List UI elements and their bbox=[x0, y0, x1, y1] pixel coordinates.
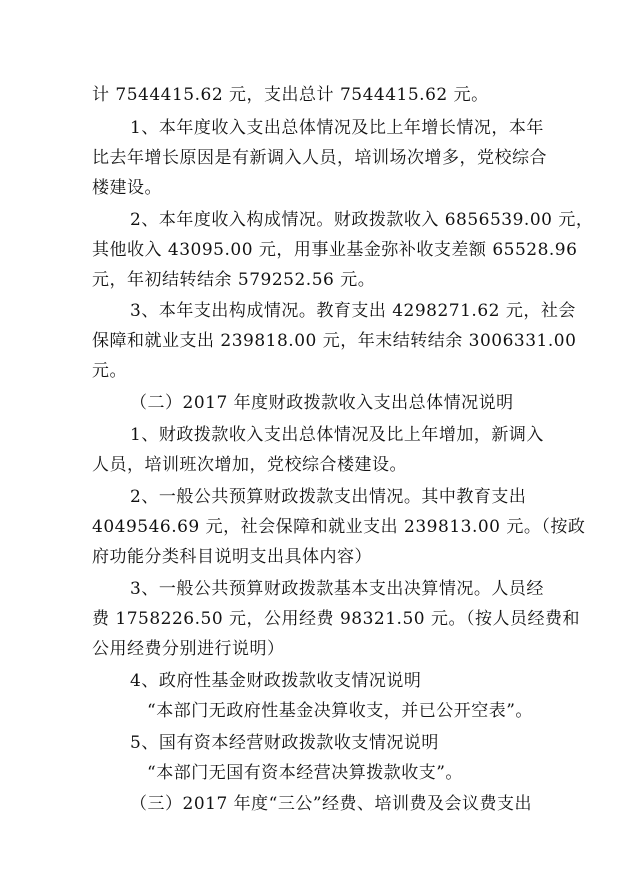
text-line-21: “本部门无政府性基金决算收支，并已公开空表”。 bbox=[147, 701, 533, 721]
text-line-15: 4049546.69 元，社会保障和就业支出 239813.00 元。（按政 bbox=[92, 517, 586, 537]
text-line-5: 2、本年度收入构成情况。财政拨款收入 6856539.00 元， bbox=[130, 210, 594, 230]
text-line-14: 2、一般公共预算财政拨款支出情况。其中教育支出 bbox=[130, 487, 527, 507]
text-line-10: 元。 bbox=[92, 361, 127, 381]
text-line-9: 保障和就业支出 239818.00 元，年末结转结余 3006331.00 bbox=[92, 331, 577, 351]
text-line-7: 元，年初结转结余 579252.56 元。 bbox=[92, 270, 376, 290]
text-line-8: 3、本年支出构成情况。教育支出 4298271.62 元，社会 bbox=[130, 301, 576, 321]
text-line-12: 1、财政拨款收入支出总体情况及比上年增加，新调入 bbox=[130, 425, 544, 445]
section-heading-3: （三）2017 年度“三公”经费、培训费及会议费支出 bbox=[130, 794, 533, 814]
text-line-2: 1、本年度收入支出总体情况及比上年增长情况，本年 bbox=[130, 118, 544, 138]
text-line-20: 4、政府性基金财政拨款收支情况说明 bbox=[130, 671, 422, 691]
text-line-19: 公用经费分别进行说明） bbox=[92, 639, 285, 659]
text-line-13: 人员，培训班次增加，党校综合楼建设。 bbox=[92, 455, 407, 475]
text-line-16: 府功能分类科目说明支出具体内容） bbox=[92, 547, 372, 567]
text-line-3: 比去年增长原因是有新调入人员，培训场次增多，党校综合 bbox=[92, 148, 547, 168]
text-line-18: 费 1758226.50 元，公用经费 98321.50 元。（按人员经费和 bbox=[92, 609, 580, 629]
section-heading-2: （二）2017 年度财政拨款收入支出总体情况说明 bbox=[130, 393, 514, 413]
text-line-22: 5、国有资本经营财政拨款收支情况说明 bbox=[130, 733, 439, 753]
text-line-17: 3、一般公共预算财政拨款基本支出决算情况。人员经 bbox=[130, 579, 544, 599]
text-line-1: 计 7544415.62 元，支出总计 7544415.62 元。 bbox=[92, 85, 489, 105]
text-line-23: “本部门无国有资本经营决算拨款收支”。 bbox=[147, 763, 463, 783]
text-line-4: 楼建设。 bbox=[92, 178, 162, 198]
text-line-6: 其他收入 43095.00 元，用事业基金弥补收支差额 65528.96 bbox=[92, 240, 578, 260]
